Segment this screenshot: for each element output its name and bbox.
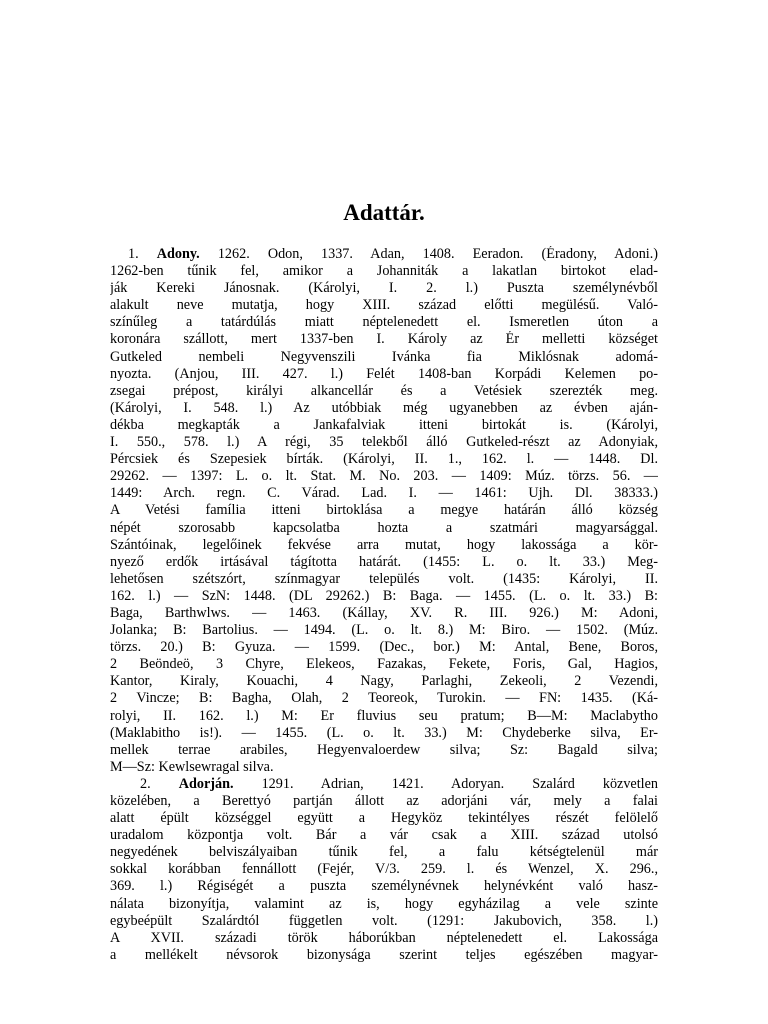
entry-adorjan [110, 776, 658, 964]
text-line: (Maklabitho is!). — 1455. (L. o. lt. 33.) M: Chydeberke silva, Er- [110, 724, 658, 741]
text-line: Kantor, Kiraly, Kouachi, 4 Nagy, Parlaghi, Zekeoli, 2 Vezendi, [110, 673, 658, 690]
text-line: (Károlyi, I. 548. l.) Az utóbbiak még ugyanebben az évben aján- [110, 399, 658, 416]
text-line: Baga, Barthwlws. — 1463. (Kállay, XV. R. III. 926.) M: Adoni, [110, 604, 658, 621]
text-line: 1262-ben tűnik fel, amikor a Johanniták a lakatlan birtokot elad- [110, 263, 658, 280]
entry-text: 1262. Odon, 1337. Adan, 1408. Eeradon. (Éradony, Adoni.) [199, 246, 658, 262]
entry-text: 1291. Adrian, 1421. Adoryan. Szalárd közvetlen [233, 775, 658, 792]
text-line [110, 776, 658, 793]
text-line: 29262. — 1397: L. o. lt. Stat. M. No. 203. — 1409: Múz. törzs. 56. — [110, 468, 658, 485]
text-line: 2 Beöndeö, 3 Chyre, Elekeos, Fazakas, Fekete, Foris, Gal, Hagios, [110, 656, 658, 673]
text-line: A XVII. századi török háborúkban néptelenedett el. Lakossága [110, 929, 658, 946]
text-line: népét szorosabb kapcsolatba hozta a szatmári magyarsággal. [110, 519, 658, 536]
text-line: nyozta. (Anjou, III. 427. l.) Felét 1408-ban Korpádi Kelemen po- [110, 365, 658, 382]
text-line [110, 246, 658, 263]
text-line: koronára szállott, mert 1337-ben I. Károly az Ér melletti községet [110, 331, 658, 348]
text-line: közelében, a Berettyó partján állott az adorjáni vár, mely a falai [110, 793, 658, 809]
entries [110, 246, 658, 964]
text-line: Jolanka; B: Bartolius. — 1494. (L. o. lt. 8.) M: Biro. — 1502. (Múz. [110, 622, 658, 639]
text-line: I. 550., 578. l.) A régi, 35 telekből álló Gutkeled-részt az Adonyiak, [110, 434, 658, 451]
text-line: mellek terrae arabiles, Hegyenvaloerdew silva; Sz: Bagald silva; [110, 741, 658, 758]
text-line: 162. l.) — SzN: 1448. (DL 29262.) B: Baga. — 1455. (L. o. lt. 33.) B: [110, 587, 658, 604]
entry-number: 2. [140, 775, 179, 792]
text-line: nálata bizonyítja, valamint az is, hogy egyházilag a vele szinte [110, 895, 658, 912]
text-line: törzs. 20.) B: Gyuza. — 1599. (Dec., bor.) M: Antal, Bene, Boros, [110, 639, 658, 656]
text-line: egybeépült Szalárdtól független volt. (1291: Jakubovich, 358. l.) [110, 912, 658, 929]
text-line: ják Kereki Jánosnak. (Károlyi, I. 2. l.) Puszta személynévből [110, 280, 658, 297]
text-line: alatt épült községgel együtt a Hegyköz tekintélyes részét felölelő [110, 810, 658, 827]
page-title: Adattár. [343, 200, 425, 225]
text-line: uradalom központja volt. Bár a vár csak a XIII. század utolsó [110, 827, 658, 844]
text-line: 1449: Arch. regn. C. Várad. Lad. I. — 1461: Ujh. Dl. 38333.) [110, 485, 658, 502]
text-line: sokkal korábban fennállott (Fejér, V/3. 259. l. és Wenzel, X. 296., [110, 861, 658, 878]
entry-headword: Adorján. [178, 775, 234, 792]
text-line: nyező erdők irtásával tágította határát. (1455: L. o. lt. 33.) Meg- [110, 553, 658, 570]
text-line: Pércsiek és Szepesiek bírták. (Károlyi, II. 1., 162. l. — 1448. Dl. [110, 451, 658, 468]
text-line: színűleg a tatárdúlás miatt néptelenedett el. Ismeretlen úton a [110, 314, 658, 331]
text-line: negyedének belviszályaiban tűnik fel, a falu kétségtelenül már [110, 844, 658, 861]
entry-headword: Adony. [156, 246, 200, 262]
entry-number: 1. [128, 246, 157, 262]
entry-adony [110, 246, 658, 776]
text-line: 369. l.) Régiségét a puszta személynévnek helynévként való hasz- [110, 878, 658, 895]
text-line: alakult neve mutatja, hogy XIII. század előtti megülésű. Való- [110, 297, 658, 314]
text-line: a mellékelt névsorok bizonysága szerint teljes egészében magyar- [110, 946, 658, 963]
text-line: A Vetési família itteni birtoklása a megye határán álló község [110, 502, 658, 519]
text-line: M—Sz: Kewlsewragal silva. [110, 758, 274, 775]
text-line: lehetősen szétszórt, színmagyar település volt. (1435: Károlyi, II. [110, 570, 658, 587]
text-line: Szántóinak, legelőinek fekvése arra mutat, hogy lakossága a kör- [110, 536, 658, 553]
text-line: zsegai prépost, királyi alkancellár és a Vetésiek szerezték meg. [110, 382, 658, 399]
text-line: 2 Vincze; B: Bagha, Olah, 2 Teoreok, Turokin. — FN: 1435. (Ká- [110, 690, 658, 707]
text-line: Gutkeled nembeli Negyvenszili Ivánka fia Miklósnak adomá- [110, 348, 658, 365]
text-line: rolyi, II. 162. l.) M: Er fluvius seu pratum; B—M: Maclabytho [110, 707, 658, 724]
text-line: dékba megkapták a Jankafalviak itteni birtokát is. (Károlyi, [110, 416, 658, 433]
